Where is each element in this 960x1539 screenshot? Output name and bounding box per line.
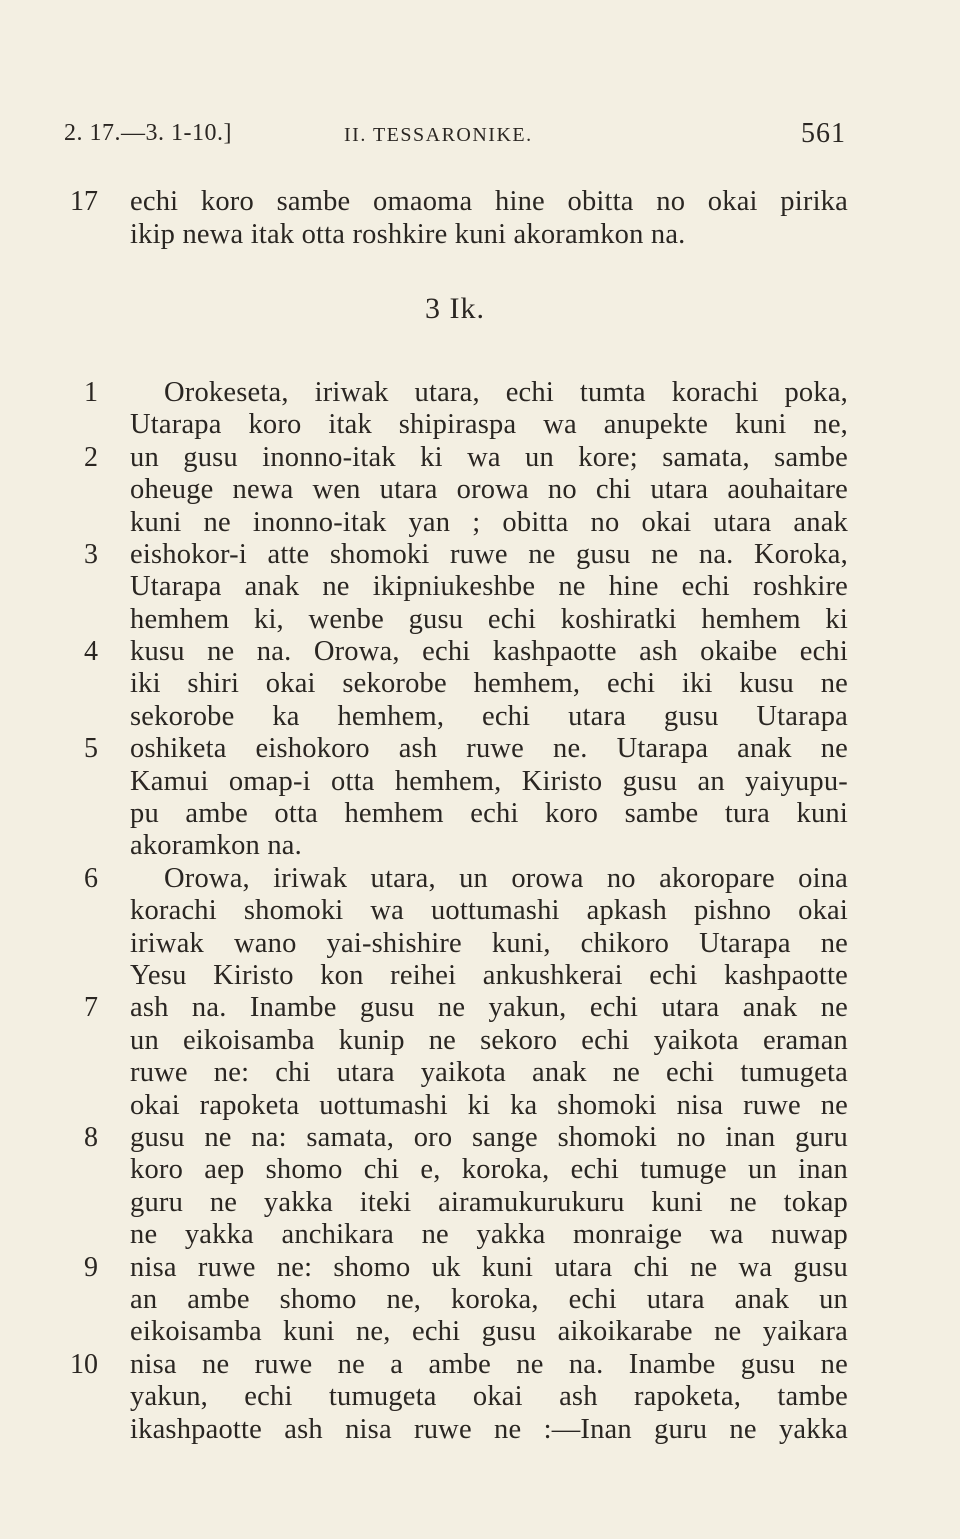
text-line: Kamui omap-i otta hemhem, Kiristo gusu an yaiyupu- [130, 766, 848, 797]
text-line: iriwak wano yai-shishire kuni, chikoro Utarapa ne [130, 928, 848, 959]
text-line: okai rapoketa uottumashi ki ka shomoki nisa ruwe ne [130, 1090, 848, 1121]
text-line: pu ambe otta hemhem echi koro sambe tura kuni [130, 798, 848, 829]
text-line: gusu ne na: samata, oro sange shomoki no inan guru [130, 1122, 848, 1153]
text-line: nisa ruwe ne: shomo uk kuni utara chi ne wa gusu [130, 1252, 848, 1283]
text-line: oheuge newa wen utara orowa no chi utara aouhaitare [130, 474, 848, 505]
text-line: echi koro sambe omaoma hine obitta no okai pirika [130, 186, 848, 217]
book-title: II. TESSARONIKE. [344, 124, 533, 146]
text-line: yakun, echi tumugeta okai ash rapoketa, tambe [130, 1381, 848, 1412]
text-line: guru ne yakka iteki airamukurukuru kuni ne tokap [130, 1187, 848, 1218]
verse-number: 3 [84, 539, 98, 570]
running-header [64, 118, 846, 158]
verse-number: 8 [84, 1122, 98, 1153]
text-line: eishokor-i atte shomoki ruwe ne gusu ne na. Koroka, [130, 539, 848, 570]
text-line: Utarapa anak ne ikipniukeshbe ne hine echi roshkire [130, 571, 848, 602]
verse-number: 2 [84, 442, 98, 473]
text-line: ikashpaotte ash nisa ruwe ne :—Inan guru ne yakka [130, 1414, 848, 1445]
verse-number: 1 [84, 377, 98, 408]
text-line: iki shiri okai sekorobe hemhem, echi iki kusu ne [130, 668, 848, 699]
text-line: un gusu inonno-itak ki wa un kore; samata, sambe [130, 442, 848, 473]
text-line: un eikoisamba kunip ne sekoro echi yaikota eraman [130, 1025, 848, 1056]
chapter-heading: 3 Ik. [425, 292, 485, 325]
text-line: Yesu Kiristo kon reihei ankushkerai echi kashpaotte [130, 960, 848, 991]
text-line: hemhem ki, wenbe gusu echi koshiratki hemhem ki [130, 604, 848, 635]
verse-number: 9 [84, 1252, 98, 1283]
chapter-verse-range: 2. 17.—3. 1-10.] [64, 120, 232, 146]
text-line: eikoisamba kuni ne, echi gusu aikoikarabe ne yaikara [130, 1316, 848, 1347]
text-line: oshiketa eishokoro ash ruwe ne. Utarapa anak ne [130, 733, 848, 764]
text-line: ruwe ne: chi utara yaikota anak ne echi tumugeta [130, 1057, 848, 1088]
verse-number: 4 [84, 636, 98, 667]
text-line: akoramkon na. [130, 830, 302, 861]
verse-number: 7 [84, 992, 98, 1023]
page-number: 561 [801, 118, 846, 149]
text-line: ne yakka anchikara ne yakka monraige wa nuwap [130, 1219, 848, 1250]
verse-number: 17 [70, 186, 98, 217]
text-line: korachi shomoki wa uottumashi apkash pishno okai [130, 895, 848, 926]
verse-number: 5 [84, 733, 98, 764]
text-line: koro aep shomo chi e, koroka, echi tumuge un inan [130, 1154, 848, 1185]
text-line: nisa ne ruwe ne a ambe ne na. Inambe gusu ne [130, 1349, 848, 1380]
verse-number: 10 [70, 1349, 98, 1380]
text-line: sekorobe ka hemhem, echi utara gusu Utarapa [130, 701, 848, 732]
verse-number: 6 [84, 863, 98, 894]
text-line: kusu ne na. Orowa, echi kashpaotte ash okaibe echi [130, 636, 848, 667]
text-line: Orowa, iriwak utara, un orowa no akoropare oina [164, 863, 848, 894]
text-line: an ambe shomo ne, koroka, echi utara anak un [130, 1284, 848, 1315]
text-line: ash na. Inambe gusu ne yakun, echi utara anak ne [130, 992, 848, 1023]
text-line: Utarapa koro itak shipiraspa wa anupekte kuni ne, [130, 409, 848, 440]
text-line: kuni ne inonno-itak yan ; obitta no okai utara anak [130, 507, 848, 538]
text-line: Orokeseta, iriwak utara, echi tumta korachi poka, [164, 377, 848, 408]
text-line: ikip newa itak otta roshkire kuni akoramkon na. [130, 219, 686, 250]
